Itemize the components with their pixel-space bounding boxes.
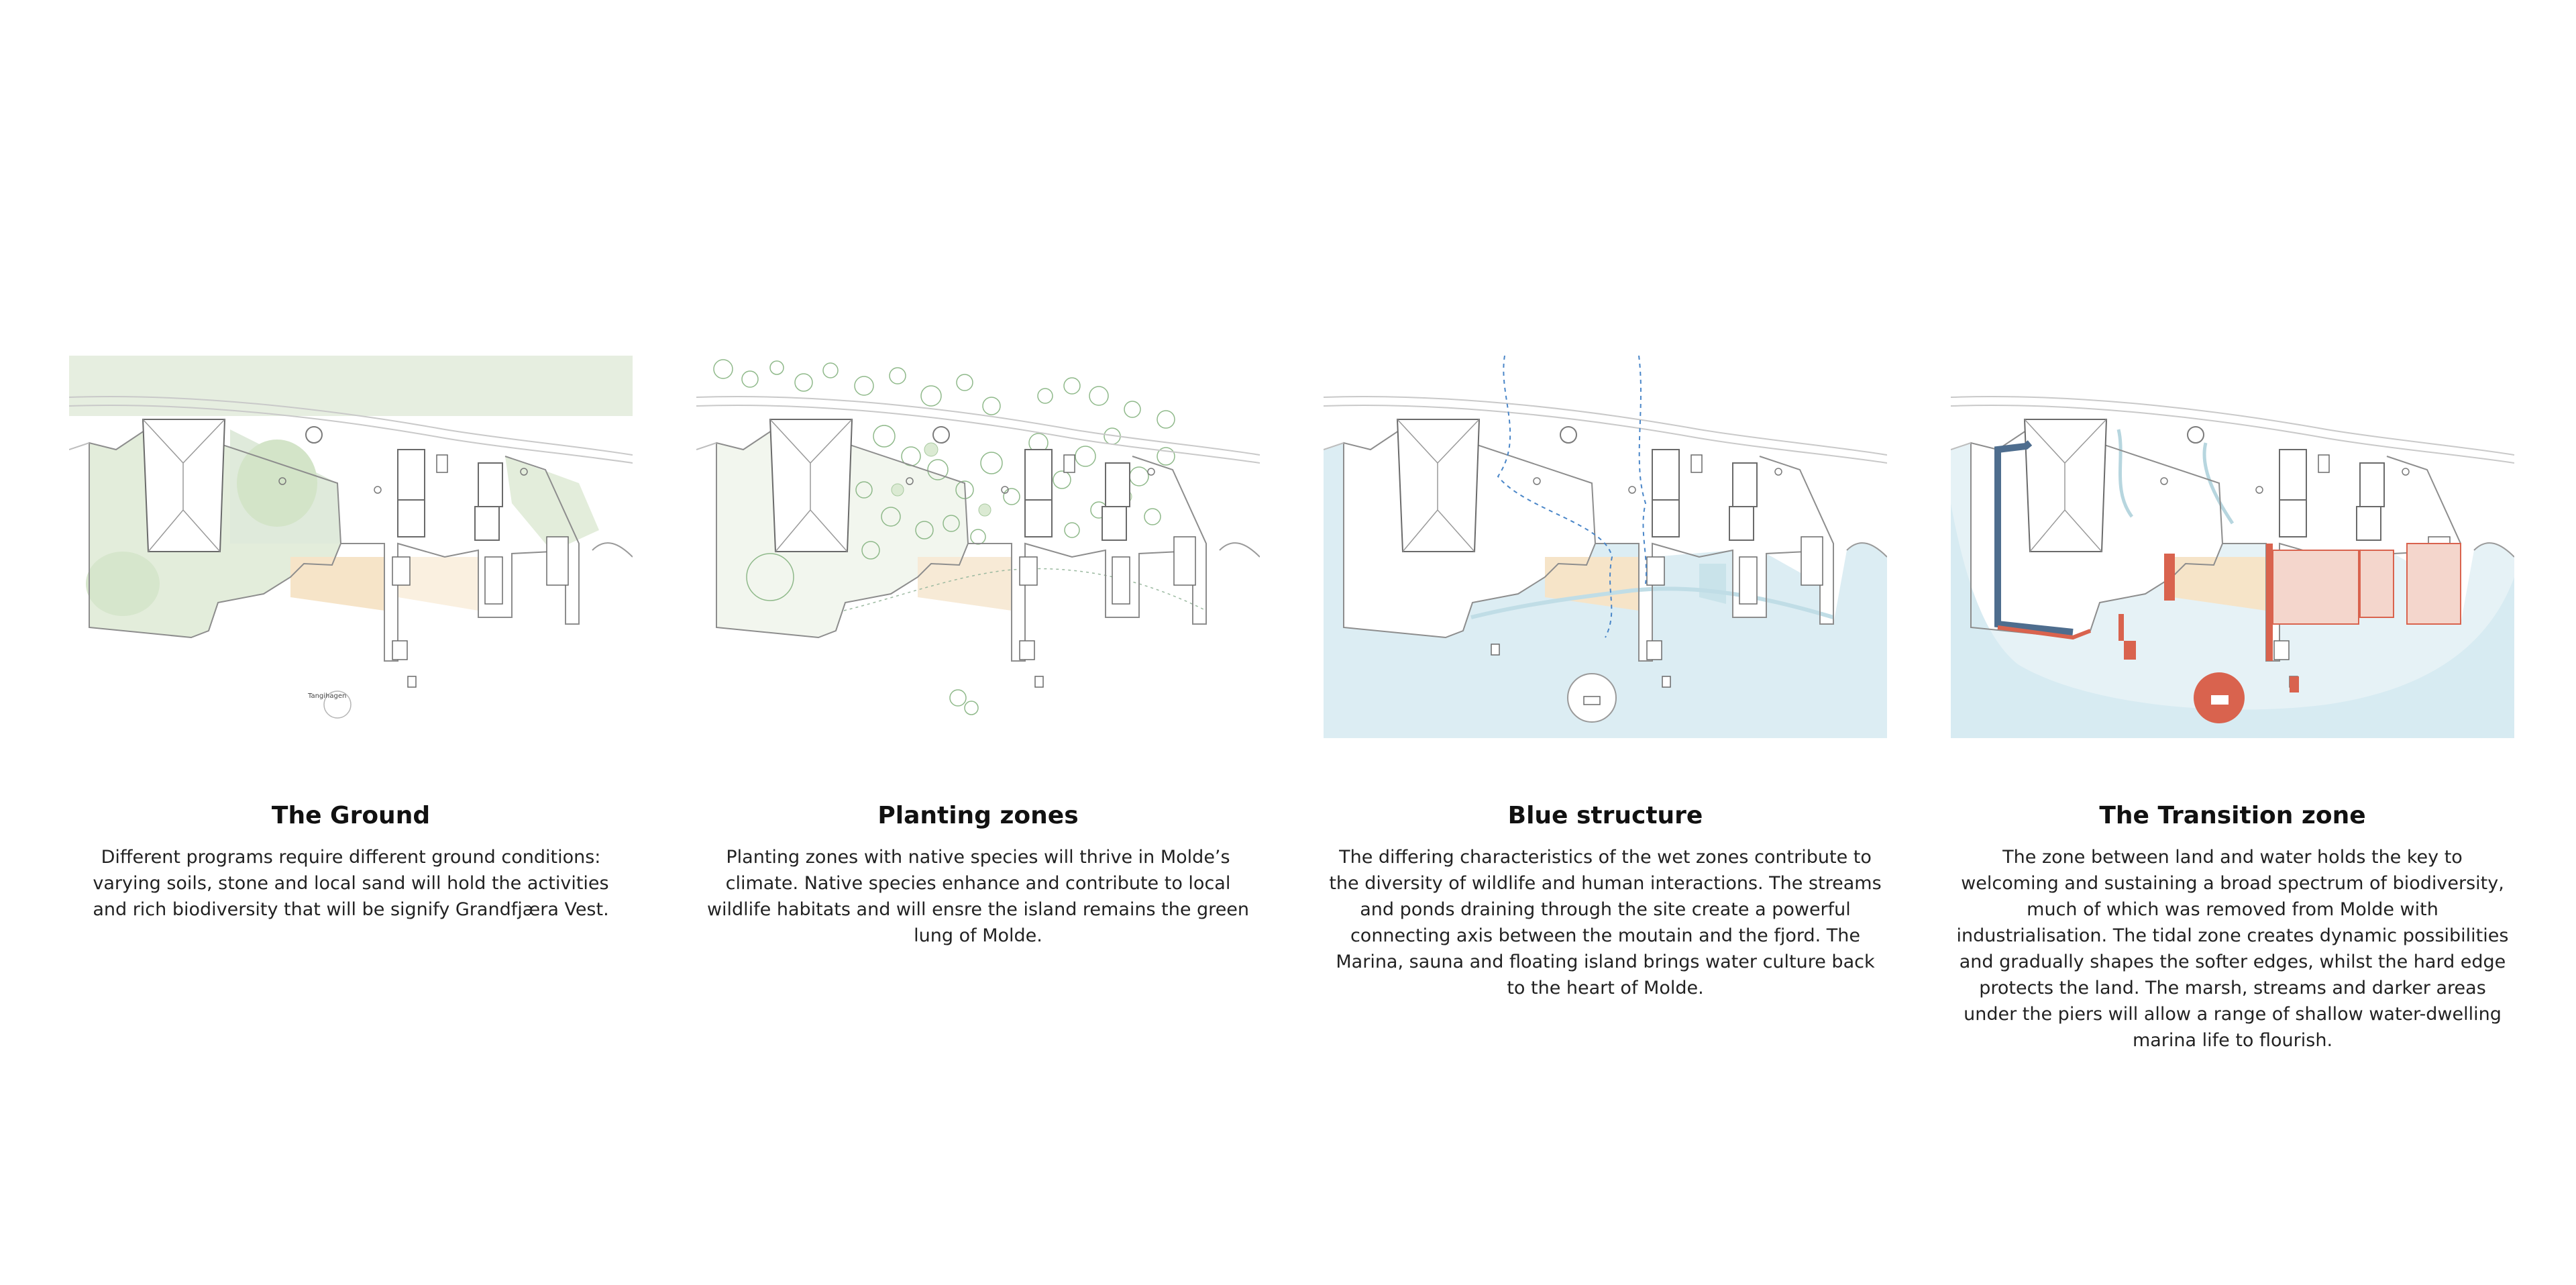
panel-title: Blue structure <box>1507 802 1703 829</box>
panel-transition-zone <box>1951 356 2514 1053</box>
planting-plan-map <box>696 356 1260 738</box>
panel-blue-structure <box>1324 356 1887 1001</box>
transition-zone-plan-map <box>1951 356 2514 738</box>
panel-body: The zone between land and water holds the key to welcoming and sustaining a broad spectrum of biodiversity, much of which was removed from Molde with industrialisation. The tidal zone creates dynamic possibilities and gradually shapes the softer edges, whilst the hard edge protects the land. The marsh, streams and darker areas under the piers will allow a range of shallow water-dwelling marina life to flourish. <box>1956 847 2509 1051</box>
panel-title: The Ground <box>271 802 431 829</box>
panel-title: The Transition zone <box>2099 802 2366 829</box>
panel-title: Planting zones <box>877 802 1079 829</box>
blue-structure-plan-map <box>1324 356 1887 738</box>
map-label-tangihagen: Tangihagen <box>308 692 347 700</box>
panel-ground <box>69 356 633 923</box>
panel-planting <box>696 356 1260 949</box>
panel-body: Planting zones with native species will thrive in Molde’s climate. Native species enhance and contribute to local wildlife habitats and will ensre the island remains the green lung of Molde. <box>706 847 1250 946</box>
panel-body: Different programs require different ground conditions: varying soils, stone and local sand will hold the activities and rich biodiversity that will be signify Grandfjæra Vest. <box>93 847 609 920</box>
ground-plan-map <box>69 356 633 738</box>
panel-body: The differing characteristics of the wet zones contribute to the diversity of wildlife and human interactions. The streams and ponds draining through the site create a powerful connecting axis between the moutain and the fjord. The Marina, sauna and floating island brings water culture back to the heart of Molde. <box>1329 847 1882 998</box>
